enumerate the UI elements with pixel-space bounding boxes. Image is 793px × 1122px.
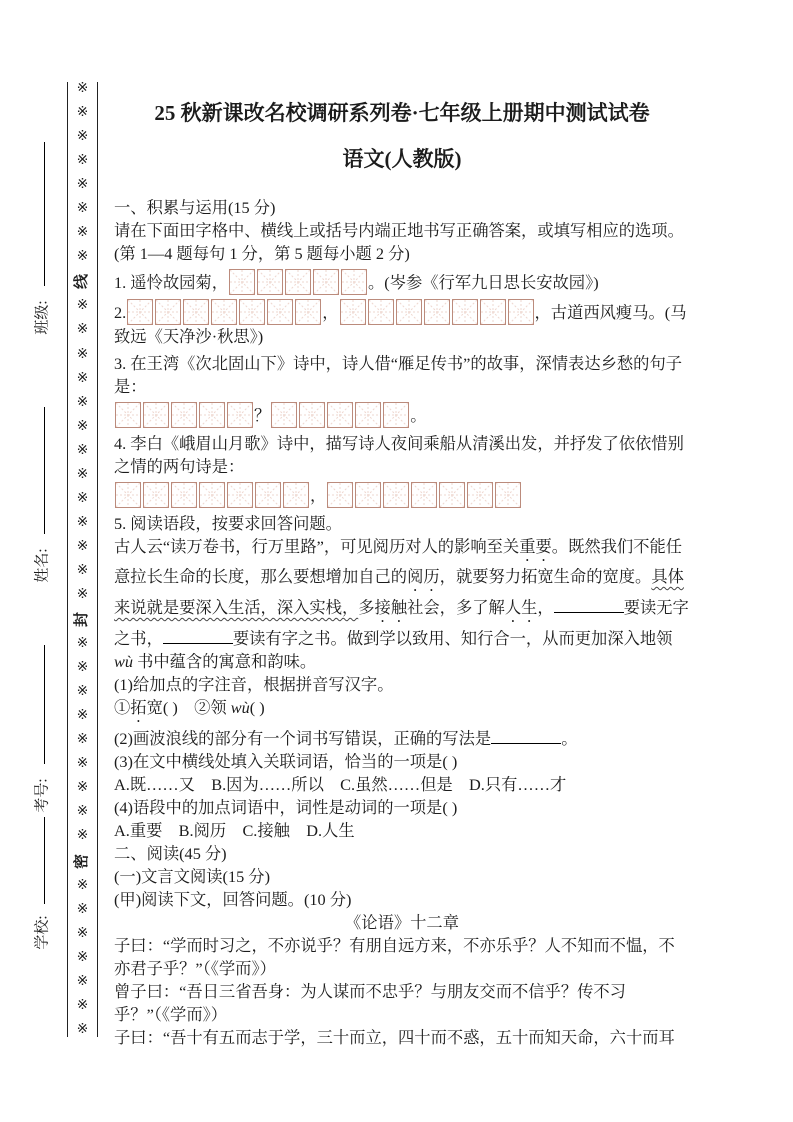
sub1-segment: 宽( ) ②领 [146, 698, 231, 718]
binding-strip-glyph: ※ [76, 129, 89, 145]
exam-number-blank-line [44, 645, 45, 764]
binding-strip-glyph: ※ [76, 177, 89, 193]
sub1-segment: wù [230, 698, 250, 718]
passage-segment: 古人云“读万卷书，行万里路”，可见阅历对人的影响至关 [114, 537, 520, 556]
binding-seal-strip [67, 82, 98, 1037]
question-4-separator: ， [310, 486, 327, 505]
paper-title: 25 秋新课改名校调研系列卷·七年级上册期中测试试卷 [154, 101, 650, 125]
question-3-period: 。 [410, 406, 427, 425]
answer-grid-cell [229, 269, 255, 295]
answer-grid-cell [267, 299, 293, 325]
binding-strip-glyph: ※ [76, 538, 89, 554]
question-1 [114, 269, 690, 295]
question-3-separator: ？ [254, 406, 271, 425]
section2-heading: 二、阅读(45 分) [114, 844, 227, 864]
section2-sub-heading: (一)文言文阅读(15 分) [114, 867, 271, 887]
answer-grid-cell [368, 299, 394, 325]
answer-grid-cell [255, 482, 281, 508]
binding-strip-glyph: ※ [76, 418, 89, 434]
binding-strip-glyph: ※ [76, 298, 89, 314]
binding-strip-glyph: ※ [76, 514, 89, 530]
question-4-answer-grid-2 [326, 486, 522, 505]
binding-strip-glyph: ※ [76, 225, 89, 241]
binding-strip-glyph: ※ [76, 973, 89, 989]
sub2-segment [491, 726, 561, 744]
question-3-answer-grid-2 [270, 406, 410, 425]
question-4-answer-grid-1 [114, 486, 310, 505]
answer-grid-cell [313, 269, 339, 295]
question-2-number: 2. [114, 303, 127, 322]
binding-strip-glyph: ※ [76, 997, 89, 1013]
passage-segment: 人生 [504, 598, 538, 618]
binding-strip-glyph: ※ [76, 660, 89, 676]
question-5-sub3-options: A.既……又 B.因为……所以 C.虽然……但是 D.只有……才 [114, 775, 567, 795]
answer-grid-cell [155, 299, 181, 325]
answer-grid-cell [439, 482, 465, 508]
passage-segment: 具体来说就是要深入生活，深入实栈， [114, 567, 684, 618]
reading-passage-title: 《论语》十二章 [345, 913, 459, 933]
answer-grid-cell [396, 299, 422, 325]
question-5-sub4-options: A.重要 B.阅历 C.接触 D.人生 [114, 821, 355, 841]
sub1-segment: 拓 [130, 698, 147, 718]
answer-grid-cell [285, 269, 311, 295]
passage-segment: 重要 [519, 537, 552, 556]
answer-grid-cell [199, 402, 225, 428]
answer-grid-cell [480, 299, 506, 325]
binding-strip-glyph: 密 [73, 853, 90, 869]
binding-strip-glyph: ※ [76, 756, 89, 772]
question-5-passage [114, 535, 690, 673]
answer-grid-cell [295, 299, 321, 325]
passage-segment: 社会，多了解 [407, 598, 505, 618]
binding-strip-glyph: ※ [76, 466, 89, 482]
binding-strip-glyph: ※ [76, 877, 89, 893]
answer-grid-cell [115, 402, 141, 428]
answer-grid-cell [508, 299, 534, 325]
question-5-sub1-items [114, 696, 690, 726]
question-3-answer-row [114, 402, 690, 428]
passage-segment [163, 626, 233, 644]
question-2-source: ，古道西风瘦马。(马致远《天净沙·秋思》) [114, 303, 687, 346]
section1-heading: 一、积累与运用(15 分) [114, 198, 276, 217]
question-2 [114, 299, 690, 348]
paper-content [114, 96, 690, 1049]
question-5-sub1: (1)给加点的字注音，根据拼音写汉字。 [114, 675, 394, 695]
answer-grid-cell [355, 482, 381, 508]
answer-grid-cell [183, 299, 209, 325]
answer-grid-cell [239, 299, 265, 325]
binding-strip-glyph: ※ [76, 828, 89, 844]
passage-segment: 要读无字之书， [114, 598, 689, 649]
passage-segment: 书中蕴含的寓意和韵味。 [133, 652, 317, 672]
sub2-segment: (2)画波浪线的部分有一个词书写错误，正确的写法是 [114, 729, 492, 749]
binding-strip-glyph: ※ [76, 370, 89, 386]
answer-grid-cell [271, 402, 297, 428]
binding-strip-glyph: ※ [76, 708, 89, 724]
answer-grid-cell [127, 299, 153, 325]
question-2-answer-grid-1 [126, 303, 322, 322]
question-5-sub2 [114, 726, 690, 750]
answer-grid-cell [467, 482, 493, 508]
answer-grid-cell [411, 482, 437, 508]
answer-grid-cell [211, 299, 237, 325]
class-field-label: 班级: [34, 300, 51, 335]
sub1-segment: ( ) [249, 698, 265, 718]
binding-strip-glyph: ※ [76, 490, 89, 506]
question-1-text: 1. 遥怜故园菊， [114, 273, 228, 292]
binding-strip-glyph: ※ [76, 804, 89, 820]
answer-grid-cell [327, 402, 353, 428]
binding-strip-glyph: ※ [76, 925, 89, 941]
binding-strip-glyph: ※ [76, 346, 89, 362]
answer-grid-cell [340, 299, 366, 325]
section2-jia-heading: (甲)阅读下文，回答问题。(10 分) [114, 890, 352, 910]
binding-strip-glyph: ※ [76, 249, 89, 265]
binding-strip-glyph: ※ [76, 901, 89, 917]
answer-grid-cell [495, 482, 521, 508]
answer-grid-cell [257, 269, 283, 295]
passage-segment: ，就要努力拓宽生命的宽度。 [439, 567, 652, 586]
binding-strip-glyph: ※ [76, 562, 89, 578]
answer-grid-cell [341, 269, 367, 295]
answer-grid-cell [355, 402, 381, 428]
binding-strip-glyph: 线 [73, 274, 90, 290]
binding-strip-glyph: ※ [76, 442, 89, 458]
question-1-answer-grid [228, 273, 368, 292]
school-blank-line [44, 817, 45, 904]
section1-instructions: 请在下面田字格中、横线上或括号内端正地书写正确答案，或填写相应的选项。 [114, 221, 684, 240]
binding-strip-glyph: ※ [76, 81, 89, 96]
binding-strip-glyph: ※ [76, 732, 89, 748]
question-2-answer-grid-2 [339, 303, 535, 322]
passage-segment: 接触 [374, 598, 408, 618]
binding-strip-glyph: ※ [76, 105, 89, 121]
binding-strip-glyph: ※ [76, 1021, 89, 1037]
binding-strip-glyph: ※ [76, 394, 89, 410]
analects-paragraph-1: 子曰：“学而时习之，不亦说乎？有朋自远方来，不亦乐乎？人不知而不愠，不亦君子乎？”（《学而》） [114, 936, 675, 979]
question-1-source: 。(岑参《行军九日思长安故园》) [367, 273, 599, 292]
binding-strip-glyph: ※ [76, 780, 89, 796]
passage-segment: 多 [358, 598, 375, 618]
question-2-separator: ， [322, 303, 339, 322]
binding-strip-glyph: ※ [76, 322, 89, 338]
passage-segment: 阅历 [407, 567, 440, 586]
sub2-segment: 。 [561, 729, 578, 749]
answer-grid-cell [171, 402, 197, 428]
answer-grid-cell [452, 299, 478, 325]
paper-subtitle: 语文(人教版) [342, 147, 462, 171]
question-4-text: 4. 李白《峨眉山月歌》诗中，描写诗人夜间乘船从清溪出发，并抒发了依依惜别之情的两句诗是： [114, 434, 684, 476]
answer-grid-cell [171, 482, 197, 508]
answer-grid-cell [383, 402, 409, 428]
question-5-sub4: (4)语段中的加点词语中，词性是动词的一项是( ) [114, 798, 458, 818]
passage-segment: ， [537, 598, 554, 618]
answer-grid-cell [143, 402, 169, 428]
analects-paragraph-2: 曾子曰：“吾日三省吾身：为人谋而不忠乎？与朋友交而不信乎？传不习乎？”（《学而》） [114, 982, 626, 1025]
class-blank-line [44, 142, 45, 286]
binding-strip-glyph: ※ [76, 949, 89, 965]
question-5-lead: 5. 阅读语段，按要求回答问题。 [114, 514, 342, 533]
binding-strip-glyph: ※ [76, 201, 89, 217]
name-field-label: 姓名: [34, 548, 51, 583]
answer-grid-cell [143, 482, 169, 508]
passage-segment: 。既然我们不能任意拉长生命的长度，那么要想增加自己的 [114, 537, 683, 586]
answer-grid-cell [299, 402, 325, 428]
question-5-sub3: (3)在文中横线处填入关联词语，恰当的一项是( ) [114, 752, 458, 772]
answer-grid-cell [424, 299, 450, 325]
answer-grid-cell [227, 402, 253, 428]
answer-grid-cell [327, 482, 353, 508]
question-3-text: 3. 在王湾《次北固山下》诗中，诗人借“雁足传书”的故事，深情表达乡愁的句子是： [114, 354, 683, 396]
question-4-answer-row [114, 482, 690, 508]
passage-segment [554, 595, 624, 613]
binding-strip-glyph: ※ [76, 153, 89, 169]
answer-grid-cell [383, 482, 409, 508]
answer-grid-cell [115, 482, 141, 508]
section1-scoring-note: (第 1—4 题每句 1 分，第 5 题每小题 2 分) [114, 244, 410, 263]
exam-number-field-label: 考号: [34, 778, 51, 813]
passage-segment: wù [114, 652, 134, 672]
name-blank-line [44, 407, 45, 534]
sub1-segment: ① [114, 698, 131, 718]
answer-grid-cell [199, 482, 225, 508]
binding-strip-glyph: ※ [76, 636, 89, 652]
question-3-answer-grid-1 [114, 406, 254, 425]
binding-strip-glyph: ※ [76, 586, 89, 602]
analects-paragraph-3: 子曰：“吾十有五而志于学，三十而立，四十而不惑，五十而知天命，六十而耳 [114, 1028, 675, 1048]
answer-grid-cell [227, 482, 253, 508]
answer-grid-cell [283, 482, 309, 508]
binding-strip-glyph: ※ [76, 684, 89, 700]
binding-strip-glyph: 封 [73, 612, 90, 628]
school-field-label: 学校: [34, 915, 51, 950]
passage-segment: 要读有字之书。做到学以致用、知行合一，从而更加深入地领 [232, 629, 673, 649]
